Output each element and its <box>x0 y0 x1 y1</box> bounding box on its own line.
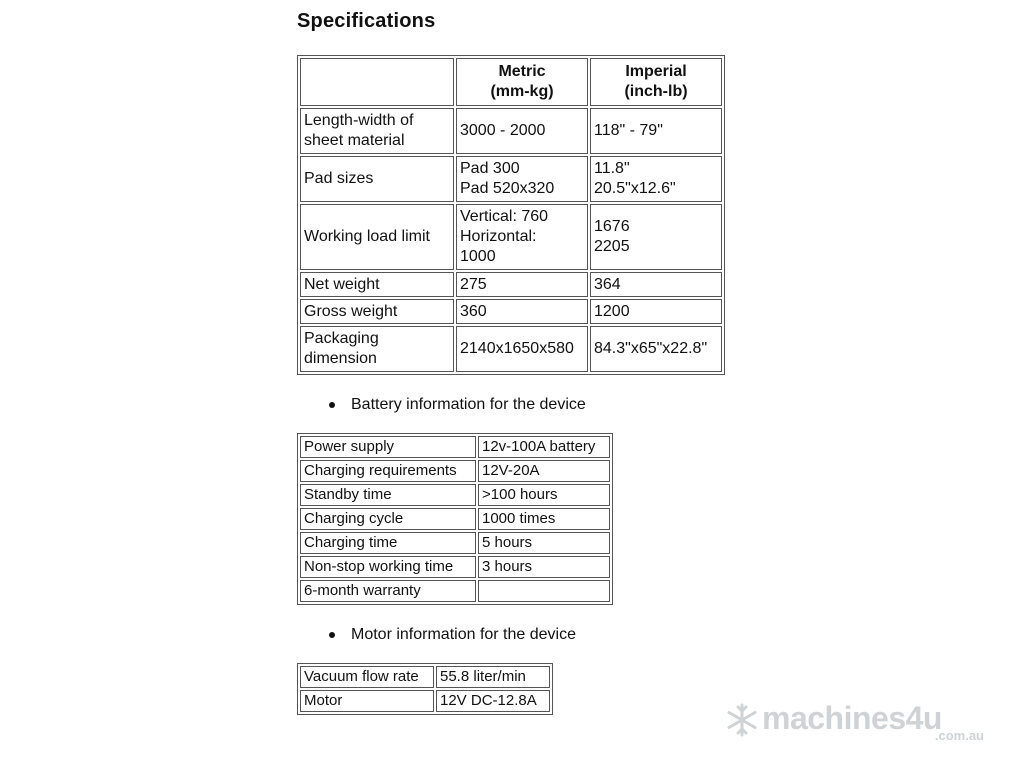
machines4u-watermark <box>724 700 994 750</box>
metric-value: Vertical: 760 Horizontal: 1000 <box>456 204 588 270</box>
metric-value: 360 <box>456 299 588 324</box>
row-value: 3 hours <box>478 556 610 578</box>
table-row <box>300 556 610 578</box>
table-row <box>300 580 610 602</box>
watermark-domain: .com.au <box>934 728 984 743</box>
row-label: Charging cycle <box>300 508 476 530</box>
row-label: Non-stop working time <box>300 556 476 578</box>
row-label: Net weight <box>300 272 454 297</box>
imperial-value: 1676 2205 <box>590 204 722 270</box>
page-title: Specifications <box>297 10 436 32</box>
battery-table <box>297 433 613 605</box>
row-label: Working load limit <box>300 204 454 270</box>
imperial-value: 118" - 79" <box>590 108 722 154</box>
table-row <box>300 460 610 482</box>
imperial-value: 11.8" 20.5"x12.6" <box>590 156 722 202</box>
table-row <box>300 690 550 712</box>
metric-value: Pad 300 Pad 520x320 <box>456 156 588 202</box>
metric-value: 3000 - 2000 <box>456 108 588 154</box>
imperial-value: 84.3"x65"x22.8" <box>590 326 722 372</box>
header-imperial-text: Imperial (inch-lb) <box>624 63 688 100</box>
row-label: Charging time <box>300 532 476 554</box>
row-value: 12V-20A <box>478 460 610 482</box>
table-row <box>300 436 610 458</box>
row-value <box>478 580 610 602</box>
motor-heading <box>329 625 725 645</box>
header-cell-empty <box>300 58 454 106</box>
row-value: 5 hours <box>478 532 610 554</box>
header-metric-text: Metric (mm-kg) <box>490 63 554 100</box>
table-row <box>300 666 550 688</box>
battery-heading <box>329 395 725 415</box>
row-label: Charging requirements <box>300 460 476 482</box>
row-label: Vacuum flow rate <box>300 666 434 688</box>
table-header-row <box>300 58 722 106</box>
row-label: Gross weight <box>300 299 454 324</box>
row-label: Motor <box>300 690 434 712</box>
table-row <box>300 326 722 372</box>
table-row <box>300 272 722 297</box>
header-cell-metric <box>456 58 588 106</box>
table-row <box>300 299 722 324</box>
row-value: 12V DC-12.8A <box>436 690 550 712</box>
table-row <box>300 484 610 506</box>
battery-heading-text: Battery information for the device <box>351 396 586 413</box>
metric-value: 275 <box>456 272 588 297</box>
row-label: 6-month warranty <box>300 580 476 602</box>
row-value: 12v-100A battery <box>478 436 610 458</box>
row-value: 55.8 liter/min <box>436 666 550 688</box>
table-row <box>300 204 722 270</box>
specifications-section <box>297 10 725 715</box>
motor-table <box>297 663 553 715</box>
header-cell-imperial <box>590 58 722 106</box>
specifications-table <box>297 55 725 375</box>
table-row <box>300 156 722 202</box>
metric-value: 2140x1650x580 <box>456 326 588 372</box>
row-label: Packaging dimension <box>300 326 454 372</box>
row-label: Standby time <box>300 484 476 506</box>
row-value: >100 hours <box>478 484 610 506</box>
row-value: 1000 times <box>478 508 610 530</box>
imperial-value: 1200 <box>590 299 722 324</box>
row-label: Length-width of sheet material <box>300 108 454 154</box>
imperial-value: 364 <box>590 272 722 297</box>
table-row <box>300 108 722 154</box>
row-label: Pad sizes <box>300 156 454 202</box>
table-row <box>300 508 610 530</box>
row-label: Power supply <box>300 436 476 458</box>
bullet-dot-icon <box>329 402 335 408</box>
snowflake-logo-icon <box>724 702 760 738</box>
table-row <box>300 532 610 554</box>
watermark-wordmark: machines4u <box>762 700 942 736</box>
bullet-dot-icon <box>329 632 335 638</box>
motor-heading-text: Motor information for the device <box>351 626 576 643</box>
